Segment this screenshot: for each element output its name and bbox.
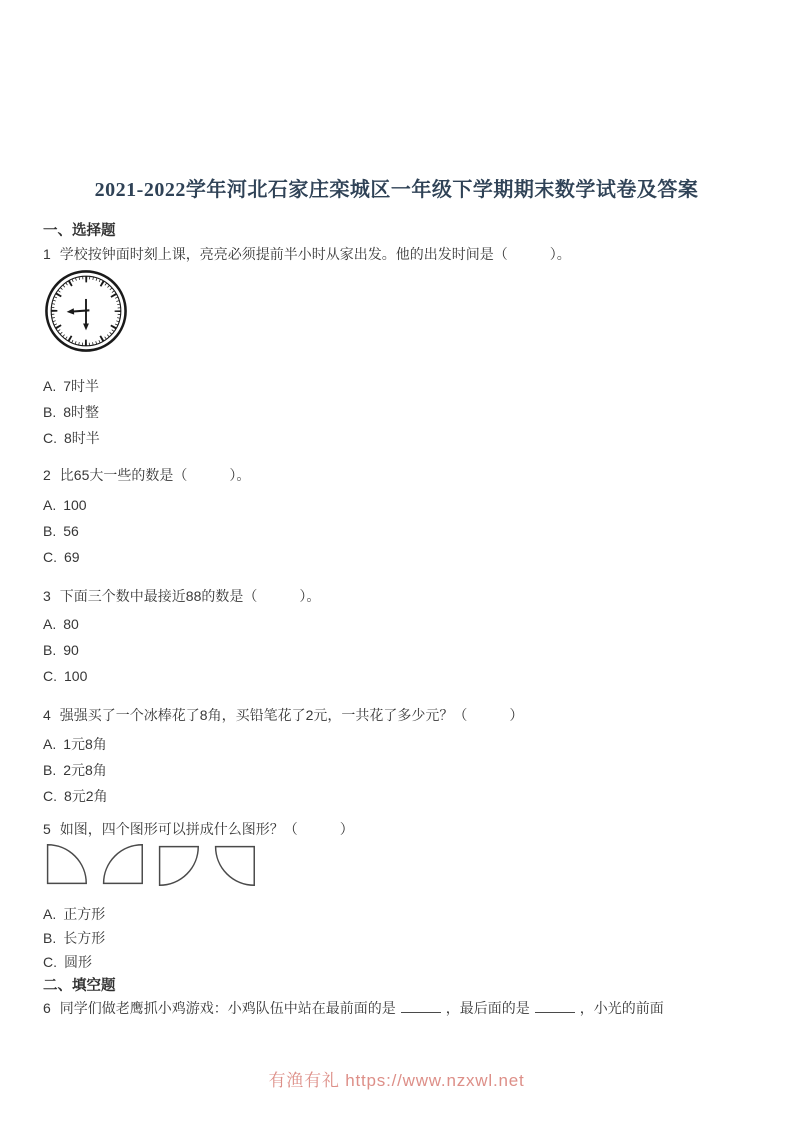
- option-text: 56: [63, 523, 79, 539]
- option-label: A.: [43, 906, 57, 922]
- option-label: C.: [43, 668, 57, 684]
- option-q3-b: [43, 637, 749, 663]
- option-label: B.: [43, 930, 57, 946]
- question-text: 比65大一些的数是（ ）。: [59, 467, 251, 483]
- option-q1-c: [43, 425, 749, 451]
- option-label: C.: [43, 788, 57, 804]
- option-text: 7时半: [63, 378, 100, 394]
- option-q2-c: [43, 544, 749, 570]
- quarter-circle-shape-bottom-left: [43, 841, 89, 889]
- option-label: B.: [43, 523, 57, 539]
- question-text: 如图，四个图形可以拼成什么图形？（ ）: [59, 821, 354, 837]
- option-text: 80: [63, 616, 79, 632]
- option-q1-a: [43, 373, 749, 399]
- question-text: 强强买了一个冰棒花了8角，买铅笔花了2元，一共花了多少元？（ ）: [59, 707, 524, 723]
- question-number: 2: [43, 467, 51, 483]
- question-3: [43, 587, 749, 605]
- question-text: 学校按钟面时刻上课，亮亮必须提前半小时从家出发。他的出发时间是（ ）。: [59, 246, 571, 262]
- exam-title: 2021-2022学年河北石家庄栾城区一年级下学期期末数学试卷及答案: [94, 179, 699, 201]
- question-number: 5: [43, 821, 51, 837]
- option-q5-a: [43, 902, 749, 926]
- option-q4-b: [43, 757, 749, 783]
- option-text: 正方形: [63, 906, 106, 922]
- options-question-2: [43, 492, 749, 570]
- options-question-5: [43, 902, 749, 974]
- clock-face-icon: [43, 268, 129, 354]
- quarter-circle-shape-bottom-right: [99, 841, 145, 889]
- option-text: 2元8角: [63, 762, 107, 778]
- option-q4-c: [43, 783, 749, 809]
- question-number: 3: [43, 588, 51, 604]
- option-label: C.: [43, 549, 57, 565]
- option-q5-c: [43, 950, 749, 974]
- quarter-circle-shape-top-right: [211, 841, 257, 889]
- option-q1-b: [43, 399, 749, 425]
- option-text: 100: [64, 668, 88, 684]
- option-text: 8时半: [64, 430, 100, 446]
- option-text: 90: [63, 642, 79, 658]
- exam-content: [43, 198, 749, 1017]
- question-text-part: ，小光的前面: [579, 1000, 664, 1016]
- question-2: [43, 466, 749, 484]
- option-text: 69: [64, 549, 80, 565]
- option-q5-b: [43, 926, 749, 950]
- option-text: 长方形: [63, 930, 106, 946]
- option-text: 8元2角: [64, 788, 108, 804]
- option-text: 1元8角: [63, 736, 107, 752]
- question-number: 6: [43, 1000, 51, 1016]
- question-number: 4: [43, 707, 51, 723]
- options-question-3: [43, 611, 749, 689]
- option-label: B.: [43, 642, 57, 658]
- option-label: A.: [43, 378, 57, 394]
- option-q4-a: [43, 731, 749, 757]
- fill-blank-line: [535, 1000, 575, 1013]
- question-number: 1: [43, 246, 51, 262]
- option-q3-a: [43, 611, 749, 637]
- options-question-4: [43, 731, 749, 809]
- option-label: A.: [43, 736, 57, 752]
- section-heading-fill-blank: 二、填空题: [43, 978, 116, 994]
- fill-blank-line: [401, 1000, 441, 1013]
- section-heading-choice: 一、选择题: [43, 223, 116, 239]
- option-label: B.: [43, 762, 57, 778]
- quarter-circle-shape-top-left: [155, 841, 201, 889]
- option-q3-c: [43, 663, 749, 689]
- option-text: 100: [63, 497, 87, 513]
- clock-image: [43, 268, 129, 354]
- question-6: [43, 999, 749, 1017]
- option-q2-b: [43, 518, 749, 544]
- option-q2-a: [43, 492, 749, 518]
- option-label: A.: [43, 497, 57, 513]
- question-text: 下面三个数中最接近88的数是（ ）。: [59, 588, 321, 604]
- question-text-part: 同学们做老鹰抓小鸡游戏：小鸡队伍中站在最前面的是: [59, 1000, 396, 1016]
- option-label: C.: [43, 954, 57, 970]
- question-text-part: ，最后面的是: [445, 1000, 530, 1016]
- minute-hand: [83, 299, 89, 330]
- option-text: 圆形: [64, 954, 92, 970]
- quarter-circle-shapes-figure: [43, 841, 749, 889]
- options-question-1: [43, 373, 749, 451]
- question-5: [43, 820, 749, 838]
- option-label: A.: [43, 616, 57, 632]
- option-text: 8时整: [63, 404, 100, 420]
- question-1: [43, 245, 749, 263]
- footer-watermark: 有渔有礼 https://www.nzxwl.net: [268, 1071, 525, 1090]
- option-label: B.: [43, 404, 57, 420]
- question-4: [43, 706, 749, 724]
- option-label: C.: [43, 430, 57, 446]
